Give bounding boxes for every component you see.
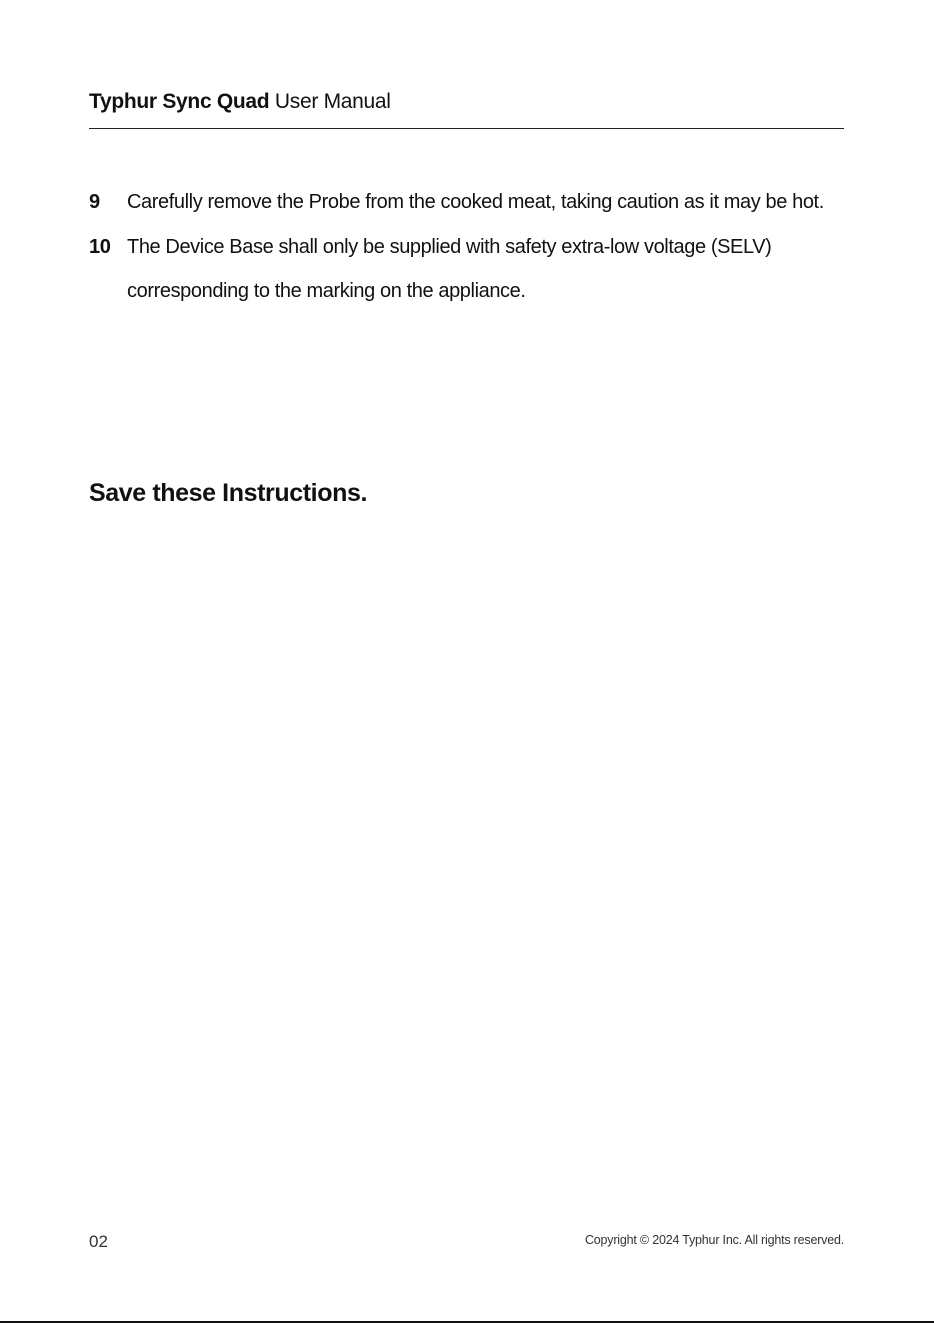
instruction-text: The Device Base shall only be supplied with safety extra-low voltage (SELV) corresponding to the marking on the appliance. bbox=[127, 235, 772, 302]
instruction-number: 9 bbox=[89, 191, 100, 213]
copyright-notice: Copyright © 2024 Typhur Inc. All rights reserved. bbox=[584, 1233, 844, 1247]
instruction-item-10 bbox=[89, 225, 849, 314]
header-brand: Typhur Sync Quad bbox=[89, 90, 270, 113]
closing-heading: Save these Instructions. bbox=[89, 479, 367, 507]
header-divider bbox=[89, 128, 844, 129]
header-subtitle: User Manual bbox=[274, 90, 391, 113]
page-number: 02 bbox=[89, 1232, 108, 1251]
instruction-list bbox=[89, 180, 849, 314]
instruction-item-9 bbox=[89, 180, 849, 225]
page-header bbox=[89, 88, 844, 116]
instruction-text: Carefully remove the Probe from the cooked meat, taking caution as it may be hot. bbox=[127, 191, 824, 213]
instruction-number: 10 bbox=[89, 235, 111, 258]
